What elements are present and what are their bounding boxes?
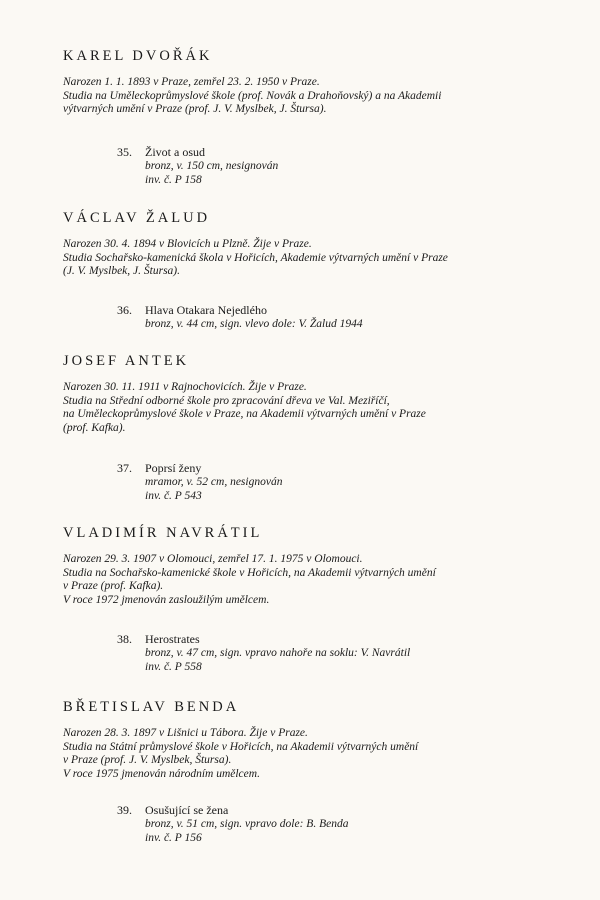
artwork-title: Osušující se žena bbox=[145, 803, 229, 817]
artwork-detail: bronz, v. 51 cm, sign. vpravo dole: B. Benda bbox=[145, 818, 349, 830]
artwork-detail: mramor, v. 52 cm, nesignován bbox=[145, 476, 283, 488]
bio-line: Narozen 29. 3. 1907 v Olomouci, zemřel 17. 1. 1975 v Olomouci. bbox=[63, 553, 363, 565]
artist-name: JOSEF ANTEK bbox=[63, 353, 190, 369]
artwork-title: Herostrates bbox=[145, 632, 200, 646]
bio-line: (prof. Kafka). bbox=[63, 421, 126, 434]
artist-name: BŘETISLAV BENDA bbox=[63, 699, 240, 715]
artwork-number: 36. bbox=[117, 303, 132, 317]
artwork-inventory: inv. č. P 558 bbox=[145, 661, 202, 673]
bio-line: na Uměleckoprůmyslové škole v Praze, na Akademii výtvarných umění v Praze bbox=[63, 408, 426, 420]
artwork-entry bbox=[117, 145, 557, 187]
artwork-title: Život a osud bbox=[145, 145, 205, 159]
bio-line: v Praze (prof. J. V. Myslbek, Štursa). bbox=[63, 754, 232, 766]
artist-biography bbox=[63, 381, 563, 435]
artwork-detail: bronz, v. 44 cm, sign. vlevo dole: V. Žalud 1944 bbox=[145, 318, 363, 330]
artwork-entry bbox=[117, 461, 557, 503]
artwork-detail: bronz, v. 150 cm, nesignován bbox=[145, 160, 279, 172]
bio-line: V roce 1975 jmenován národním umělcem. bbox=[63, 767, 260, 780]
artwork-entry bbox=[117, 303, 557, 331]
artwork-inventory: inv. č. P 543 bbox=[145, 490, 202, 502]
artist-biography bbox=[63, 727, 563, 781]
artist-biography bbox=[63, 238, 563, 279]
artist-biography bbox=[63, 76, 563, 117]
bio-line: Narozen 28. 3. 1897 v Lišnici u Tábora. Žije v Praze. bbox=[63, 727, 308, 739]
bio-line: výtvarných umění v Praze (prof. J. V. Myslbek, J. Štursa). bbox=[63, 103, 327, 115]
bio-line: Studia Sochařsko-kamenická škola v Hořicích, Akademie výtvarných umění v Praze bbox=[63, 251, 448, 264]
bio-line: Studia na Sochařsko-kamenické škole v Hořicích, na Akademii výtvarných umění bbox=[63, 566, 436, 579]
artwork-number: 35. bbox=[117, 145, 132, 159]
artwork-detail: bronz, v. 47 cm, sign. vpravo nahoře na soklu: V. Navrátil bbox=[145, 647, 411, 659]
artwork-inventory: inv. č. P 156 bbox=[145, 832, 202, 844]
bio-line: V roce 1972 jmenován zasloužilým umělcem. bbox=[63, 593, 270, 606]
artwork-entry bbox=[117, 632, 557, 674]
bio-line: Studia na Střední odborné škole pro zpracování dřeva ve Val. Meziříčí, bbox=[63, 394, 390, 407]
artist-name: KAREL DVOŘÁK bbox=[63, 48, 213, 64]
bio-line: v Praze (prof. Kafka). bbox=[63, 580, 164, 592]
artist-name: VÁCLAV ŽALUD bbox=[63, 210, 211, 226]
artwork-title: Hlava Otakara Nejedlého bbox=[145, 303, 267, 317]
artwork-inventory: inv. č. P 158 bbox=[145, 174, 202, 186]
artwork-number: 37. bbox=[117, 461, 132, 475]
artwork-entry bbox=[117, 803, 557, 845]
artist-name: VLADIMÍR NAVRÁTIL bbox=[63, 525, 263, 541]
artwork-title: Poprsí ženy bbox=[145, 461, 202, 475]
bio-line: Narozen 30. 11. 1911 v Rajnochovicích. Žije v Praze. bbox=[63, 381, 307, 393]
bio-line: Narozen 30. 4. 1894 v Blovicích u Plzně. Žije v Praze. bbox=[63, 238, 312, 250]
artwork-number: 39. bbox=[117, 803, 132, 817]
artist-biography bbox=[63, 553, 563, 607]
bio-line: Studia na Uměleckoprůmyslové škole (prof. Novák a Drahoňovský) a na Akademii bbox=[63, 89, 442, 102]
artwork-number: 38. bbox=[117, 632, 132, 646]
bio-line: Studia na Státní průmyslové škole v Hořicích, na Akademii výtvarných umění bbox=[63, 740, 419, 753]
bio-line: Narozen 1. 1. 1893 v Praze, zemřel 23. 2. 1950 v Praze. bbox=[63, 76, 320, 88]
bio-line: (J. V. Myslbek, J. Štursa). bbox=[63, 265, 180, 277]
